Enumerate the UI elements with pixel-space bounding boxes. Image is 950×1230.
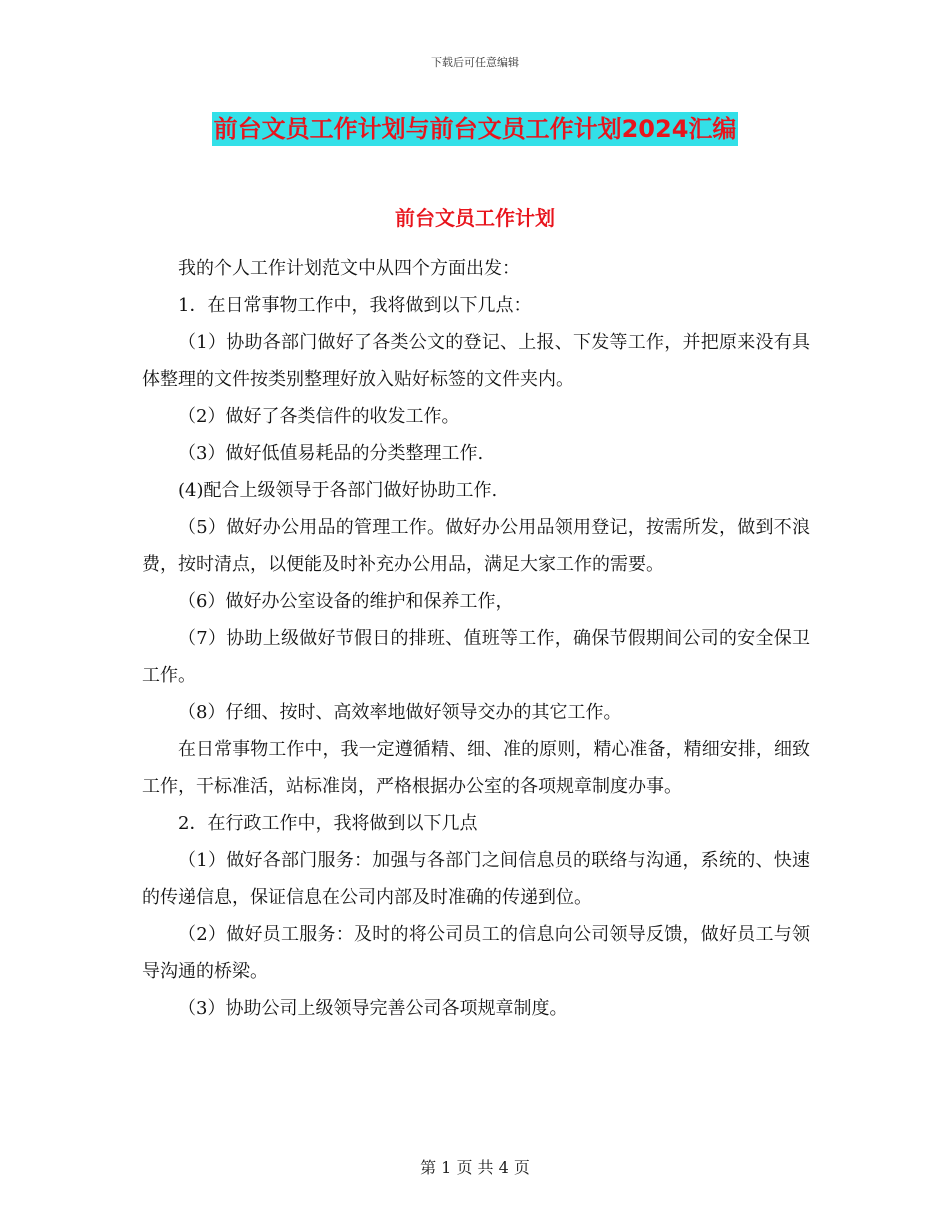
paragraph-item: （3）协助公司上级领导完善公司各项规章制度。 (178, 998, 568, 1019)
paragraph-item: （5）做好办公用品的管理工作。做好办公用品领用登记，按需所发，做到不浪费，按时清点，以便能及时补充办公用品，满足大家工作的需要。 (142, 517, 810, 575)
paragraph-item: （7）协助上级做好节假日的排班、值班等工作，确保节假期间公司的安全保卫工作。 (142, 628, 810, 686)
paragraph-item: （2）做好员工服务：及时的将公司员工的信息向公司领导反馈，做好员工与领导沟通的桥梁。 (142, 924, 810, 982)
paragraph-summary: 在日常事物工作中，我一定遵循精、细、准的原则，精心准备，精细安排，细致工作，干标准活，站标准岗，严格根据办公室的各项规章制度办事。 (142, 739, 810, 797)
document-body (142, 250, 810, 1027)
paragraph-heading-2: 2．在行政工作中，我将做到以下几点 (178, 813, 478, 834)
paragraph-item: （2）做好了各类信件的收发工作。 (178, 406, 460, 427)
paragraph-item: (4)配合上级领导于各部门做好协助工作. (178, 480, 498, 501)
paragraph-heading-1: 1．在日常事物工作中，我将做到以下几点： (178, 295, 532, 316)
paragraph-item: （6）做好办公室设备的维护和保养工作， (178, 591, 514, 612)
paragraph-item: （1）协助各部门做好了各类公文的登记、上报、下发等工作，并把原来没有具体整理的文件按类别整理好放入贴好标签的文件夹内。 (142, 332, 810, 390)
header-note: 下载后可任意编辑 (431, 56, 519, 69)
paragraph-item: （1）做好各部门服务：加强与各部门之间信息员的联络与沟通，系统的、快速的传递信息，保证信息在公司内部及时准确的传递到位。 (142, 850, 810, 908)
paragraph-intro: 我的个人工作计划范文中从四个方面出发： (178, 258, 520, 279)
section-title: 前台文员工作计划 (395, 206, 555, 230)
main-title-container (0, 112, 950, 146)
main-title: 前台文员工作计划与前台文员工作计划2024汇编 (212, 112, 739, 146)
paragraph-item: （3）做好低值易耗品的分类整理工作. (178, 443, 484, 464)
page-number-footer: 第 1 页 共 4 页 (420, 1158, 530, 1177)
paragraph-item: （8）仔细、按时、高效率地做好领导交办的其它工作。 (178, 702, 622, 723)
